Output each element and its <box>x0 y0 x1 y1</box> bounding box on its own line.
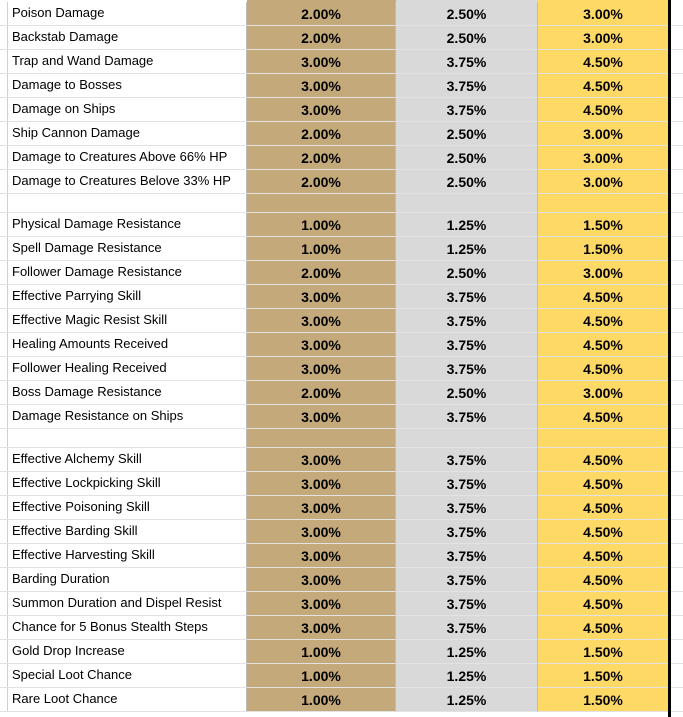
tier1-value-cell[interactable]: 2.00% <box>247 2 396 26</box>
row-label-cell[interactable]: Boss Damage Resistance <box>0 381 247 405</box>
table-row <box>0 74 683 98</box>
empty-cell[interactable] <box>671 146 683 170</box>
tier2-value-cell[interactable]: 3.75% <box>396 50 538 74</box>
row-label-cell[interactable]: Damage on Ships <box>0 98 247 122</box>
row-label-cell[interactable]: Spell Damage Resistance <box>0 237 247 261</box>
tier2-value-cell[interactable]: 1.25% <box>396 213 538 237</box>
row-label-cell[interactable]: Gold Drop Increase <box>0 640 247 664</box>
top-strip-segment <box>396 0 538 2</box>
table-row <box>0 50 683 74</box>
row-label-cell[interactable]: Damage to Bosses <box>0 74 247 98</box>
tier2-value-cell[interactable]: 3.75% <box>396 568 538 592</box>
tier2-value-cell[interactable]: 3.75% <box>396 472 538 496</box>
tier3-value-cell[interactable]: 4.50% <box>538 568 668 592</box>
tier2-value-cell[interactable]: 3.75% <box>396 592 538 616</box>
tier1-value-cell[interactable]: 3.00% <box>247 285 396 309</box>
table-row <box>0 448 683 472</box>
tier2-value-cell[interactable]: 3.75% <box>396 405 538 429</box>
tier1-value-cell[interactable]: 2.00% <box>247 26 396 50</box>
row-label-cell[interactable]: Follower Damage Resistance <box>0 261 247 285</box>
empty-cell[interactable] <box>671 98 683 122</box>
tier3-value-cell[interactable]: 4.50% <box>538 520 668 544</box>
tier3-value-cell[interactable]: 4.50% <box>538 98 668 122</box>
empty-cell[interactable] <box>671 496 683 520</box>
table-row <box>0 664 683 688</box>
row-label-cell[interactable]: Backstab Damage <box>0 26 247 50</box>
empty-cell[interactable] <box>671 26 683 50</box>
row-label-cell[interactable]: Barding Duration <box>0 568 247 592</box>
tier3-value-cell[interactable]: 4.50% <box>538 544 668 568</box>
tier1-value-cell[interactable]: 2.00% <box>247 381 396 405</box>
table-row <box>0 2 683 26</box>
tier3-value-cell[interactable]: 3.00% <box>538 2 668 26</box>
row-label-cell[interactable]: Effective Poisoning Skill <box>0 496 247 520</box>
tier3-value-cell[interactable]: 4.50% <box>538 405 668 429</box>
table-row <box>0 122 683 146</box>
row-label-cell[interactable]: Summon Duration and Dispel Resist <box>0 592 247 616</box>
empty-cell[interactable] <box>671 568 683 592</box>
tier3-value-cell[interactable]: 4.50% <box>538 74 668 98</box>
table-row <box>0 26 683 50</box>
table-row <box>0 213 683 237</box>
row-label-cell[interactable]: Damage Resistance on Ships <box>0 405 247 429</box>
tier3-value-cell[interactable]: 4.50% <box>538 592 668 616</box>
tier3-value-cell[interactable]: 4.50% <box>538 357 668 381</box>
table-row <box>0 640 683 664</box>
tier3-value-cell[interactable]: 4.50% <box>538 472 668 496</box>
tier1-value-cell[interactable]: 3.00% <box>247 592 396 616</box>
empty-cell[interactable] <box>671 357 683 381</box>
tier2-value-cell[interactable]: 2.50% <box>396 146 538 170</box>
tier2-value-cell[interactable]: 2.50% <box>396 26 538 50</box>
row-label-cell[interactable]: Effective Barding Skill <box>0 520 247 544</box>
tier3-value-cell[interactable]: 1.50% <box>538 640 668 664</box>
row-label-cell[interactable]: Effective Harvesting Skill <box>0 544 247 568</box>
tier3-value-cell[interactable]: 1.50% <box>538 213 668 237</box>
empty-cell[interactable] <box>671 592 683 616</box>
row-label-cell[interactable]: Rare Loot Chance <box>0 688 247 712</box>
table-row <box>0 472 683 496</box>
table-row <box>0 309 683 333</box>
row-label-cell[interactable]: Effective Parrying Skill <box>0 285 247 309</box>
tier2-value-cell[interactable]: 3.75% <box>396 357 538 381</box>
tier1-value-cell[interactable]: 3.00% <box>247 74 396 98</box>
spacer-row <box>0 429 683 448</box>
tier3-value-cell[interactable]: 1.50% <box>538 664 668 688</box>
empty-cell[interactable] <box>671 664 683 688</box>
row-label-cell[interactable]: Effective Lockpicking Skill <box>0 472 247 496</box>
tier2-value-cell[interactable]: 3.75% <box>396 74 538 98</box>
tier3-value-cell[interactable]: 3.00% <box>538 26 668 50</box>
tier1-value-cell[interactable]: 3.00% <box>247 357 396 381</box>
top-strip <box>0 0 683 2</box>
table-row <box>0 261 683 285</box>
tier3-value-cell[interactable]: 4.50% <box>538 50 668 74</box>
tier2-value-cell[interactable]: 3.75% <box>396 616 538 640</box>
tier2-value-cell[interactable]: 3.75% <box>396 333 538 357</box>
empty-cell[interactable] <box>671 261 683 285</box>
tier1-value-cell[interactable]: 3.00% <box>247 50 396 74</box>
row-label-cell[interactable]: Effective Alchemy Skill <box>0 448 247 472</box>
tier3-value-cell[interactable]: 4.50% <box>538 616 668 640</box>
tier1-value-cell[interactable]: 3.00% <box>247 448 396 472</box>
tier3-value-cell[interactable]: 1.50% <box>538 237 668 261</box>
tier2-value-cell[interactable]: 3.75% <box>396 520 538 544</box>
empty-cell[interactable] <box>671 74 683 98</box>
row-label-cell[interactable]: Physical Damage Resistance <box>0 213 247 237</box>
tier3-value-cell[interactable] <box>538 429 668 448</box>
tier1-value-cell[interactable]: 3.00% <box>247 520 396 544</box>
tier1-value-cell[interactable]: 1.00% <box>247 237 396 261</box>
empty-cell[interactable] <box>671 688 683 712</box>
table-row <box>0 405 683 429</box>
table-row <box>0 688 683 712</box>
tier1-value-cell[interactable]: 3.00% <box>247 616 396 640</box>
empty-cell[interactable] <box>671 237 683 261</box>
empty-cell[interactable] <box>671 472 683 496</box>
empty-cell[interactable] <box>671 616 683 640</box>
empty-cell[interactable] <box>671 285 683 309</box>
tier2-value-cell[interactable]: 3.75% <box>396 448 538 472</box>
tier3-value-cell[interactable]: 3.00% <box>538 122 668 146</box>
row-label-cell[interactable] <box>0 194 247 213</box>
tier2-value-cell[interactable]: 2.50% <box>396 261 538 285</box>
row-label-cell[interactable]: Follower Healing Received <box>0 357 247 381</box>
table-row <box>0 98 683 122</box>
row-label-cell[interactable]: Damage to Creatures Belove 33% HP <box>0 170 247 194</box>
tier1-value-cell[interactable]: 3.00% <box>247 496 396 520</box>
empty-cell[interactable] <box>671 429 683 448</box>
tier3-value-cell[interactable]: 4.50% <box>538 448 668 472</box>
tier3-value-cell[interactable]: 4.50% <box>538 309 668 333</box>
row-label-cell[interactable]: Special Loot Chance <box>0 664 247 688</box>
table-row <box>0 520 683 544</box>
tier2-value-cell[interactable]: 1.25% <box>396 640 538 664</box>
empty-cell[interactable] <box>671 309 683 333</box>
tier2-value-cell[interactable]: 2.50% <box>396 170 538 194</box>
row-label-cell[interactable]: Trap and Wand Damage <box>0 50 247 74</box>
tier3-value-cell[interactable]: 4.50% <box>538 285 668 309</box>
empty-cell[interactable] <box>671 520 683 544</box>
tier1-value-cell[interactable]: 2.00% <box>247 261 396 285</box>
tier2-value-cell[interactable]: 3.75% <box>396 544 538 568</box>
tier1-value-cell[interactable]: 3.00% <box>247 472 396 496</box>
tier1-value-cell[interactable]: 1.00% <box>247 688 396 712</box>
tier3-value-cell[interactable] <box>538 194 668 213</box>
tier1-value-cell[interactable]: 3.00% <box>247 544 396 568</box>
spacer-row <box>0 194 683 213</box>
tier2-value-cell[interactable] <box>396 429 538 448</box>
empty-cell[interactable] <box>671 50 683 74</box>
empty-cell[interactable] <box>671 405 683 429</box>
empty-cell[interactable] <box>671 544 683 568</box>
tier2-value-cell[interactable]: 3.75% <box>396 285 538 309</box>
row-label-cell[interactable]: Healing Amounts Received <box>0 333 247 357</box>
table-row <box>0 357 683 381</box>
table-row <box>0 544 683 568</box>
tier1-value-cell[interactable]: 3.00% <box>247 333 396 357</box>
tier1-value-cell[interactable] <box>247 429 396 448</box>
table-row <box>0 237 683 261</box>
top-strip-segment <box>538 0 668 2</box>
tier1-value-cell[interactable]: 3.00% <box>247 405 396 429</box>
empty-cell[interactable] <box>671 640 683 664</box>
row-label-cell[interactable]: Damage to Creatures Above 66% HP <box>0 146 247 170</box>
table-row <box>0 592 683 616</box>
row-label-cell[interactable]: Ship Cannon Damage <box>0 122 247 146</box>
tier1-value-cell[interactable]: 1.00% <box>247 640 396 664</box>
tier2-value-cell[interactable]: 3.75% <box>396 309 538 333</box>
tier1-value-cell[interactable]: 1.00% <box>247 213 396 237</box>
table-row <box>0 333 683 357</box>
tier3-value-cell[interactable]: 1.50% <box>538 688 668 712</box>
tier1-value-cell[interactable]: 3.00% <box>247 98 396 122</box>
tier2-value-cell[interactable]: 1.25% <box>396 688 538 712</box>
tier1-value-cell[interactable]: 3.00% <box>247 568 396 592</box>
row-label-cell[interactable]: Effective Magic Resist Skill <box>0 309 247 333</box>
tier3-value-cell[interactable]: 4.50% <box>538 496 668 520</box>
tier1-value-cell[interactable]: 3.00% <box>247 309 396 333</box>
tier2-value-cell[interactable] <box>396 194 538 213</box>
tier3-value-cell[interactable]: 3.00% <box>538 381 668 405</box>
tier2-value-cell[interactable]: 3.75% <box>396 496 538 520</box>
table-row <box>0 170 683 194</box>
table-row <box>0 568 683 592</box>
empty-cell[interactable] <box>671 170 683 194</box>
table-row <box>0 381 683 405</box>
empty-cell[interactable] <box>671 213 683 237</box>
tier1-value-cell[interactable]: 2.00% <box>247 146 396 170</box>
row-label-cell[interactable] <box>0 429 247 448</box>
tier2-value-cell[interactable]: 2.50% <box>396 122 538 146</box>
tier3-value-cell[interactable]: 4.50% <box>538 333 668 357</box>
right-border-line <box>668 0 671 717</box>
empty-cell[interactable] <box>671 194 683 213</box>
tier2-value-cell[interactable]: 3.75% <box>396 98 538 122</box>
tier1-value-cell[interactable]: 2.00% <box>247 122 396 146</box>
tier1-value-cell[interactable]: 2.00% <box>247 170 396 194</box>
row-label-cell[interactable]: Chance for 5 Bonus Stealth Steps <box>0 616 247 640</box>
table-row <box>0 616 683 640</box>
table-row <box>0 146 683 170</box>
tier2-value-cell[interactable]: 2.50% <box>396 2 538 26</box>
row-label-cell[interactable]: Poison Damage <box>0 2 247 26</box>
empty-cell[interactable] <box>671 381 683 405</box>
tier3-value-cell[interactable]: 3.00% <box>538 146 668 170</box>
tier1-value-cell[interactable] <box>247 194 396 213</box>
tier3-value-cell[interactable]: 3.00% <box>538 261 668 285</box>
tier3-value-cell[interactable]: 3.00% <box>538 170 668 194</box>
empty-cell[interactable] <box>671 333 683 357</box>
table-row <box>0 285 683 309</box>
tier2-value-cell[interactable]: 1.25% <box>396 237 538 261</box>
empty-cell[interactable] <box>671 122 683 146</box>
tier1-value-cell[interactable]: 1.00% <box>247 664 396 688</box>
top-strip-segment <box>247 0 396 2</box>
tier2-value-cell[interactable]: 1.25% <box>396 664 538 688</box>
empty-cell[interactable] <box>671 448 683 472</box>
empty-cell[interactable] <box>671 2 683 26</box>
tier2-value-cell[interactable]: 2.50% <box>396 381 538 405</box>
table-row <box>0 496 683 520</box>
